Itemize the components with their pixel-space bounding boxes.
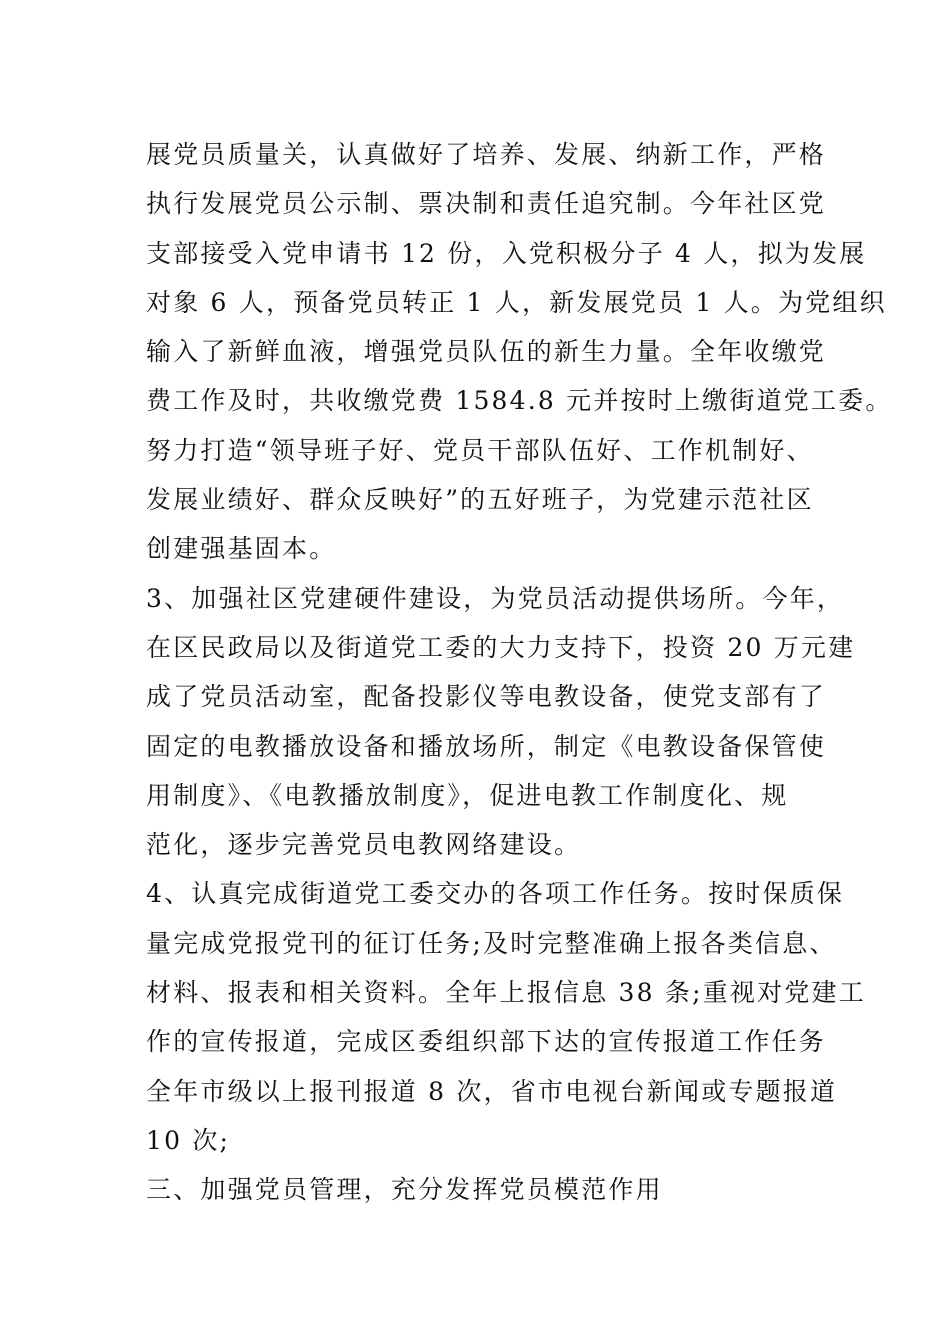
text-line: 输入了新鲜血液，增强党员队伍的新生力量。全年收缴党 xyxy=(146,337,827,367)
text-line: 固定的电教播放设备和播放场所，制定《电教设备保管使 xyxy=(146,731,827,761)
text-line: 10 次; xyxy=(146,1125,231,1155)
text-line: 创建强基固本。 xyxy=(146,534,337,564)
text-line: 3、加强社区党建硬件建设，为党员活动提供场所。今年， xyxy=(146,583,845,613)
text-line: 范化，逐步完善党员电教网络建设。 xyxy=(146,830,582,860)
text-line: 全年市级以上报刊报道 8 次，省市电视台新闻或专题报道 xyxy=(146,1076,838,1106)
body-text xyxy=(146,130,893,1215)
text-line: 费工作及时，共收缴党费 1584.8 元并按时上缴街道党工委。 xyxy=(146,386,893,416)
text-line: 对象 6 人，预备党员转正 1 人，新发展党员 1 人。为党组织 xyxy=(146,287,887,317)
text-line: 4、认真完成街道党工委交办的各项工作任务。按时保质保 xyxy=(146,879,845,909)
text-line: 努力打造“领导班子好、党员干部队伍好、工作机制好、 xyxy=(146,435,814,465)
text-line: 成了党员活动室，配备投影仪等电教设备，使党支部有了 xyxy=(146,682,827,712)
text-line: 展党员质量关，认真做好了培养、发展、纳新工作，严格 xyxy=(146,140,827,169)
text-line: 发展业绩好、群众反映好”的五好班子，为党建示范社区 xyxy=(146,485,814,515)
text-line: 用制度》、《电教播放制度》，促进电教工作制度化、规 xyxy=(146,780,789,810)
text-line: 支部接受入党申请书 12 份，入党积极分子 4 人，拟为发展 xyxy=(146,238,867,268)
text-line: 执行发展党员公示制、票决制和责任追究制。今年社区党 xyxy=(146,189,827,219)
text-line: 材料、报表和相关资料。全年上报信息 38 条;重视对党建工 xyxy=(146,978,866,1008)
section-heading: 三、加强党员管理，充分发挥党员模范作用 xyxy=(146,1175,663,1205)
text-line: 在区民政局以及街道党工委的大力支持下，投资 20 万元建 xyxy=(146,632,856,662)
text-line: 作的宣传报道，完成区委组织部下达的宣传报道工作任务 xyxy=(146,1027,827,1057)
text-line: 量完成党报党刊的征订任务;及时完整准确上报各类信息、 xyxy=(146,928,837,958)
